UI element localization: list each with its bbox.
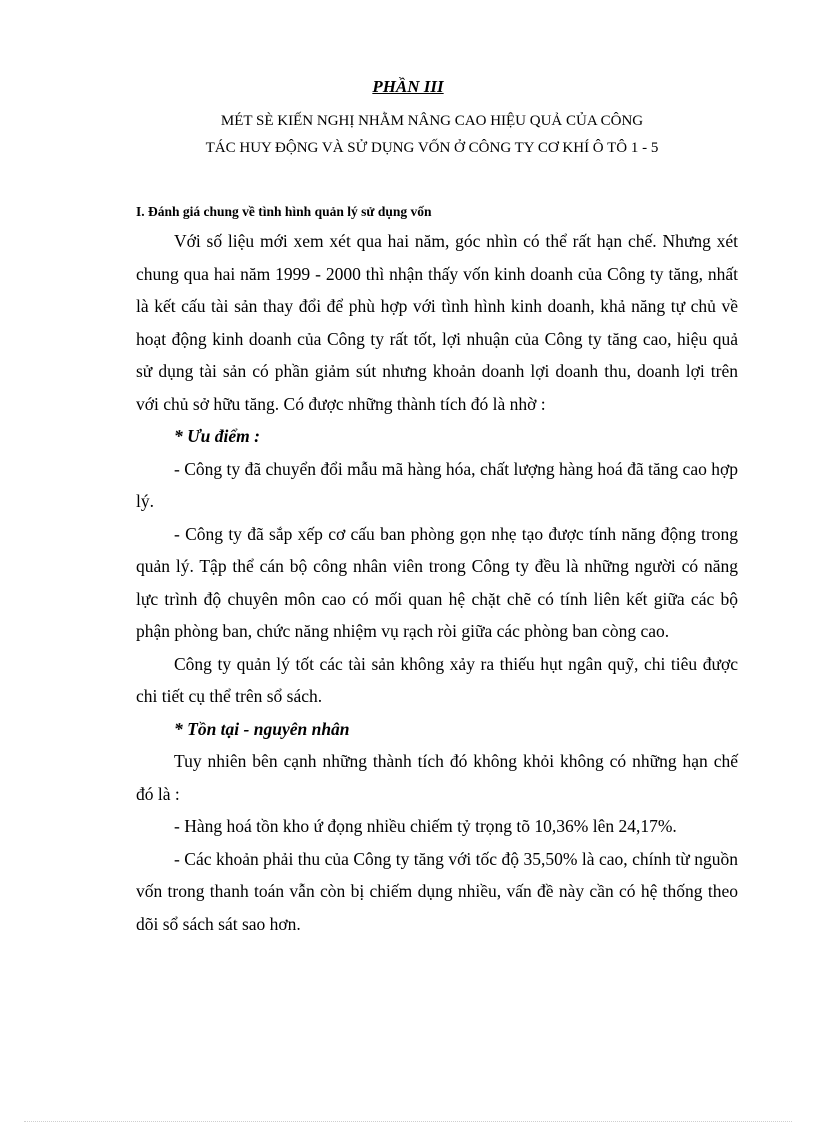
paragraph-limitation-1: - Hàng hoá tồn kho ứ đọng nhiều chiếm tỷ trọng tõ 10,36% lên 24,17%. — [174, 816, 677, 836]
subheading-advantages: * Ưu điểm : — [174, 426, 260, 446]
part-title: PHẦN III — [372, 77, 444, 96]
paragraph-advantage-2: - Công ty đã sắp xếp cơ cấu ban phòng gọn nhẹ tạo được tính năng động trong quản lý. Tập thể cán bộ công nhân viên trong Công ty đều là những người có năng lực trình độ chuyên môn cao có mối quan hệ chặt chẽ có tính liên kết giữa các bộ phận phòng ban, chức năng nhiệm vụ rạch ròi giữa các phòng ban còng cao. — [136, 523, 738, 641]
paragraph-advantage-1: - Công ty đã chuyển đổi mẫu mã hàng hóa, chất lượng hàng hoá đã tăng cao hợp lý. — [136, 458, 738, 511]
main-title — [130, 108, 734, 162]
paragraph-advantage-3: Công ty quản lý tốt các tài sản không xảy ra thiếu hụt ngân quỹ, chi tiêu được chi tiết cụ thể trên sổ sách. — [136, 653, 738, 706]
page-bottom-divider — [24, 1121, 792, 1122]
paragraph-limitations-intro: Tuy nhiên bên cạnh những thành tích đó không khỏi không có những hạn chế đó là : — [136, 751, 738, 804]
subheading-limitations: * Tồn tại - nguyên nhân — [174, 718, 350, 739]
main-title-line-1: MÉT SÈ KIẾN NGHỊ NHẰM NÂNG CAO HIỆU QUẢ CỦA CÔNG — [220, 113, 644, 129]
section-heading: I. Đánh giá chung về tình hình quản lý sử dụng vốn — [136, 204, 432, 219]
paragraph-limitation-2: - Các khoản phải thu của Công ty tăng với tốc độ 35,50% là cao, chính từ nguồn vốn trong thanh toán vẫn còn bị chiếm dụng nhiều, vấn đề này cần có hệ thống theo dõi sổ sách sát sao hơn. — [136, 848, 738, 934]
main-title-line-2: TÁC HUY ĐỘNG VÀ SỬ DỤNG VỐN Ở CÔNG TY CƠ KHÍ Ô TÔ 1 - 5 — [205, 140, 659, 156]
paragraph-intro: Với số liệu mới xem xét qua hai năm, góc nhìn có thể rất hạn chế. Nhưng xét chung qua hai năm 1999 - 2000 thì nhận thấy vốn kinh doanh của Công ty tăng, nhất là kết cấu tài sản thay đổi để phù hợp với tình hình kinh doanh, khả năng tự chủ về hoạt động kinh doanh của Công ty rất tốt, lợi nhuận của Công ty tăng cao, hiệu quả sử dụng tài sản có phần giảm sút nhưng khoản doanh lợi doanh thu, doanh lợi trên với chủ sở hữu tăng. Có được những thành tích đó là nhờ : — [136, 231, 738, 414]
document-body — [136, 225, 738, 940]
